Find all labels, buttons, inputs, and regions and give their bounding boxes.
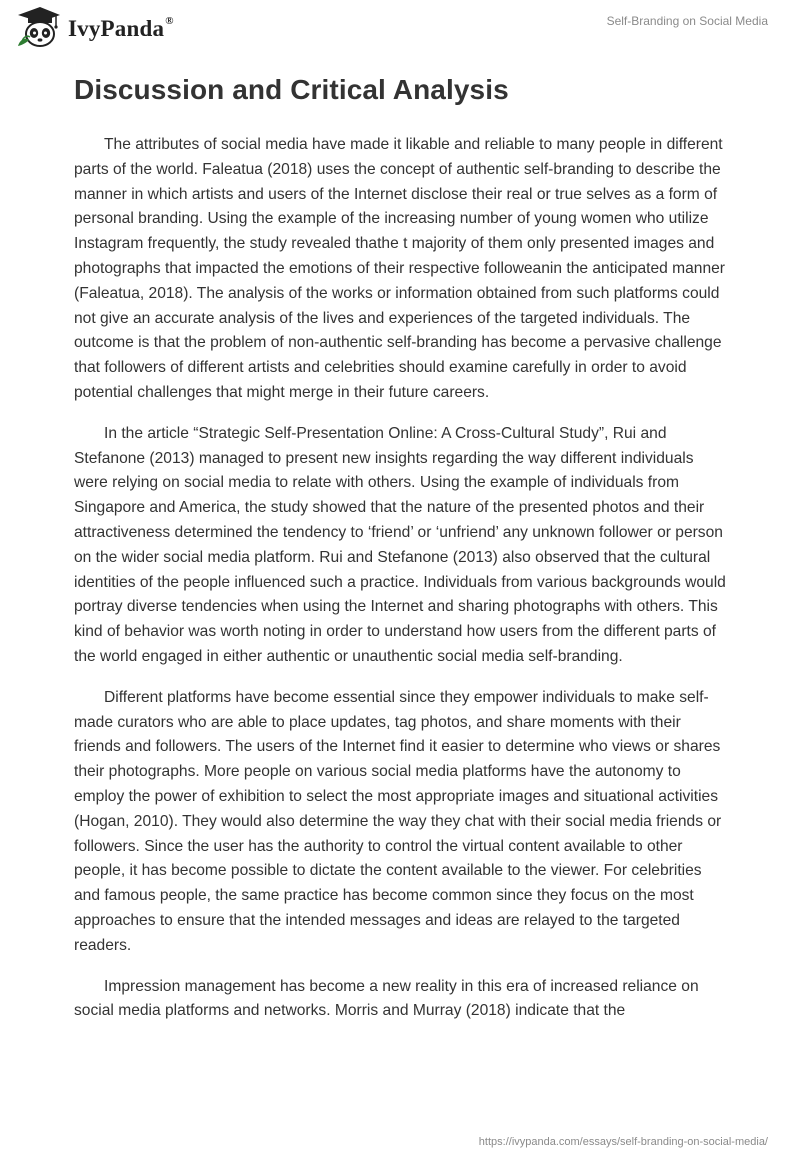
panda-graduate-icon xyxy=(14,6,62,50)
page-header xyxy=(0,0,800,60)
logo-wordmark xyxy=(68,16,174,42)
section-title: Discussion and Critical Analysis xyxy=(74,74,509,105)
running-head-title: Self-Branding on Social Media xyxy=(606,14,768,28)
ivypanda-logo-link[interactable] xyxy=(14,6,174,50)
source-url-link[interactable]: https://ivypanda.com/essays/self-branding-on-social-media/ xyxy=(478,1136,768,1148)
paragraph-4: Impression management has become a new reality in this era of increased reliance on social media platforms and networks. Morris and Murray (2018) indicate that the xyxy=(74,977,699,1020)
registered-mark: ® xyxy=(165,15,174,28)
paragraph-3: Different platforms have become essential since they empower individuals to make self-made curators who are able to place updates, tag photos, and share moments with their friends and followers. The users of the Internet find it easier to determine who views or shares their photographs. More people on various social media platforms have the autonomy to employ the power of exhibition to select the most appropriate images and situational activities (Hogan, 2010). They would also determine the way they chat with their social media friends or followers. Since the user has the authority to control the virtual content available to other people, it has become possible to dictate the content available to the viewer. For celebrities and famous people, the same practice has become common since they focus on the most approaches to ensure that the intended messages and ideas are relayed to the targeted readers. xyxy=(74,688,722,954)
document-body xyxy=(74,133,726,1040)
paragraph-2: In the article “Strategic Self-Presentation Online: A Cross-Cultural Study”, Rui and Stefanone (2013) managed to present new insights regarding the way different individuals were relying on social media to relate with others. Using the example of individuals from Singapore and America, the study showed that the nature of the presented photos and their attractiveness determined the tendency to ‘friend’ or ‘unfriend’ any unknown follower or person on the wider social media platform. Rui and Stefanone (2013) also observed that the cultural identities of the people influenced such a practice. Individuals from various backgrounds would portray diverse tendencies when using the Internet and sharing photographs with others. This kind of behavior was worth noting in order to understand how users from the different parts of the world engaged in either authentic or unauthentic social media self-branding. xyxy=(74,424,726,665)
paragraph-1: The attributes of social media have made it likable and reliable to many people in different parts of the world. Faleatua (2018) uses the concept of authentic self-branding to describe the manner in which artists and users of the Internet disclose their real or true selves as a form of personal branding. Using the example of the increasing number of young women who utilize Instagram frequently, the study revealed thathe t majority of them only presented images and photographs that impacted the emotions of their respective followeanin the anticipated manner (Faleatua, 2018). The analysis of the works or information obtained from such platforms could not give an accurate analysis of the lives and experiences of the targeted individuals. The outcome is that the problem of non-authentic self-branding has become a pervasive challenge that followers of different artists and celebrities should examine carefully in order to avoid potential challenges that might merge in their future careers. xyxy=(74,136,726,401)
logo-text: IvyPanda xyxy=(68,16,165,41)
